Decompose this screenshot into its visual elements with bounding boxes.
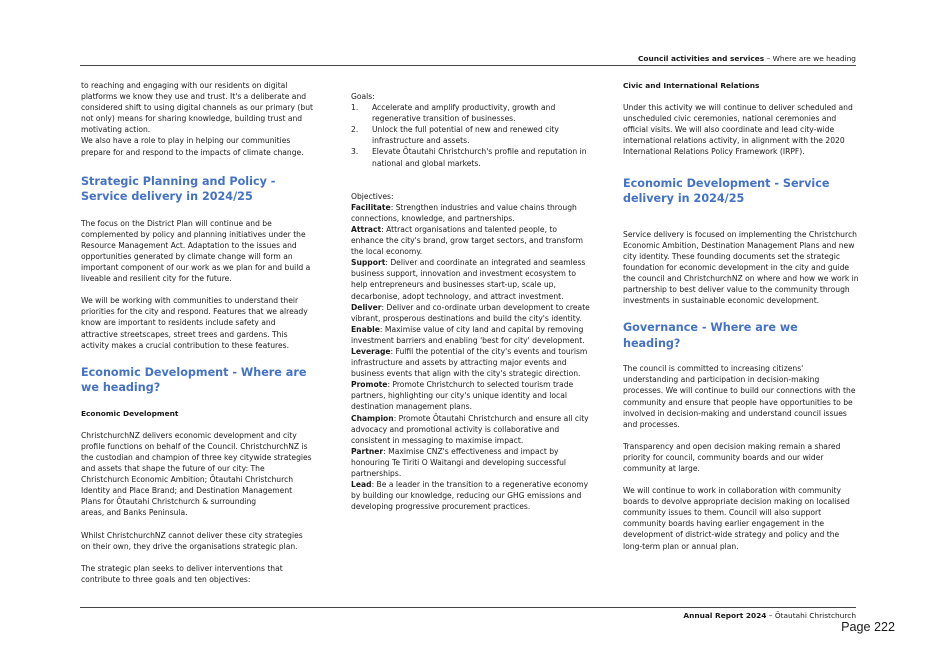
list-item: Champion: Promote Ōtautahi Christchurch and ensure all city advocacy and promotional activity is collaborative and consistent in messaging to maximise impact. [351,413,589,445]
objectives-list [351,202,591,513]
heading-governance: Governance - Where are we heading? [623,321,798,350]
column-right [623,80,859,552]
list-item: Enable: Maximise value of city land and capital by removing investment barriers and enabling 'best for city' development. [351,324,585,345]
list-item: 2. Unlock the full potential of new and renewed city infrastructure and assets. [351,125,559,146]
list-item: 3. Elevate Ōtautahi Christchurch's profile and reputation in national and global markets. [351,147,587,168]
list-item: 1. Accelerate and amplify productivity, growth and regenerative transition of businesses. [351,103,556,124]
heading-economic-development: Economic Development - Where are we heading? [81,365,307,395]
column-middle [351,80,591,512]
objectives-label: Objectives: [351,191,394,201]
paragraph: to reaching and engaging with our residents on digital platforms we know they use and trust. It's a deliberate and considered shift to using digital channels as our primary (but not only) means for sharing knowledge, building trust and motivating action. [81,81,313,135]
header-section-subtitle: – Where are we heading [764,54,856,63]
column-left [81,80,313,585]
subheading-economic-development: Economic Development [81,408,179,418]
goals-list [351,102,591,169]
running-header [612,54,856,63]
list-item: Leverage: Fulfil the potential of the city's events and tourism infrastructure and assets by attracting major events and business events that align with the city's strategic direction. [351,346,588,379]
paragraph: The strategic plan seeks to deliver interventions that contribute to three goals and ten objectives: [81,563,283,584]
paragraph: Whilst ChristchurchNZ cannot deliver these city strategies on their own, they drive the organisations strategic plan. [81,530,303,551]
paragraph: Service delivery is focused on implementing the Christchurch Economic Ambition, Destination Management Plans and new city identity. These founding documents set the strategic foundation for economic development in the city and guide the council and ChristchurchNZ on where and how we work in partnership to best deliver value to the community through investments in sustainable economic development. [623,229,859,306]
footer-report-title: Annual Report 2024 [683,611,767,620]
paragraph: Transparency and open decision making remain a shared priority for council, community boards and our wider community at large. [623,441,841,473]
header-divider [80,65,856,66]
goals-label: Goals: [351,92,375,101]
paragraph: We also have a role to play in helping our communities prepare for and respond to the impacts of climate change. [81,136,304,157]
paragraph: We will continue to work in collaboration with community boards to devolve appropriate decision making on localised community issues to them. Council will also support community boards having earlier engagement in the development of district-wide strategy and policy and the long-term plan or annual plan. [623,486,850,551]
heading-economic-service-delivery: Economic Development - Service delivery in 2024/25 [623,176,830,206]
paragraph: The focus on the District Plan will continue and be complemented by policy and planning initiatives under the Resource Management Act. Adaptation to the issues and opportunities generated by climate change will form an important component of our work as we plan for and build a liveable and resilient city for the future. [81,218,311,284]
list-item: Support: Deliver and coordinate an integrated and seamless business support, innovation and investment ecosystem to help entrepreneurs and businesses start-up, scale up, decarbonise, adopt technology, and attract investment. [351,258,586,301]
list-item: Lead: Be a leader in the transition to a regenerative economy by building our knowledge, reducing our GHG emissions and developing progressive procurement practices. [351,480,589,512]
heading-strategic-planning: Strategic Planning and Policy - Service delivery in 2024/25 [81,174,276,204]
paragraph: The council is committed to increasing citizens' understanding and participation in decision-making processes. We will continue to build our connections with the community and ensure that people have opportunities to be involved in decision-making and understand council issues and processes. [623,364,856,429]
list-item: Attract: Attract organisations and talented people, to enhance the city's brand, grow target sectors, and transform the local economy. [351,224,583,257]
footer-report-subtitle: – Ōtautahi Christchurch [766,611,856,620]
paragraph: Under this activity we will continue to deliver scheduled and unscheduled civic ceremonies, national ceremonies and official visits. We will also coordinate and lead city-wide international relations activity, in alignment with the 2020 International Relations Policy Framework (IRPF). [623,103,853,157]
subheading-civic-relations: Civic and International Relations [623,81,760,90]
paragraph: We will be working with communities to understand their priorities for the city and respond. Features that we already know are important to residents include safety and attractive streetscapes, street trees and gardens. This activity makes a crucial contribution to these features. [81,296,308,350]
page-number: Page 222 [841,620,895,634]
running-footer [612,611,856,620]
footer-divider [80,607,856,608]
list-item: Deliver: Deliver and co-ordinate urban development to create vibrant, prosperous destinations and build the city's identity. [351,302,590,323]
paragraph: ChristchurchNZ delivers economic development and city profile functions on behalf of the Council. ChristchurchNZ is the custodian and champion of three key citywide strategies and assets that shape the future of our city: The Christchurch Economic Ambition; Ōtautahi Christchurch Identity and Place Brand; and Destination Management Plans for Ōtautahi Christchurch & surrounding [81,430,312,507]
list-item: Facilitate: Strengthen industries and value chains through connections, knowledge, and partnerships. [351,202,577,223]
list-item: Partner: Maximise CNZ's effectiveness and impact by honouring Te Tiriti O Waitangi and developing successful partnerships. [351,446,567,478]
paragraph: areas, and Banks Peninsula. [81,508,188,518]
header-section-title: Council activities and services [637,54,765,63]
list-item: Promote: Promote Christchurch to selected tourism trade partners, highlighting our city's unique identity and local destination management plans. [351,380,574,412]
